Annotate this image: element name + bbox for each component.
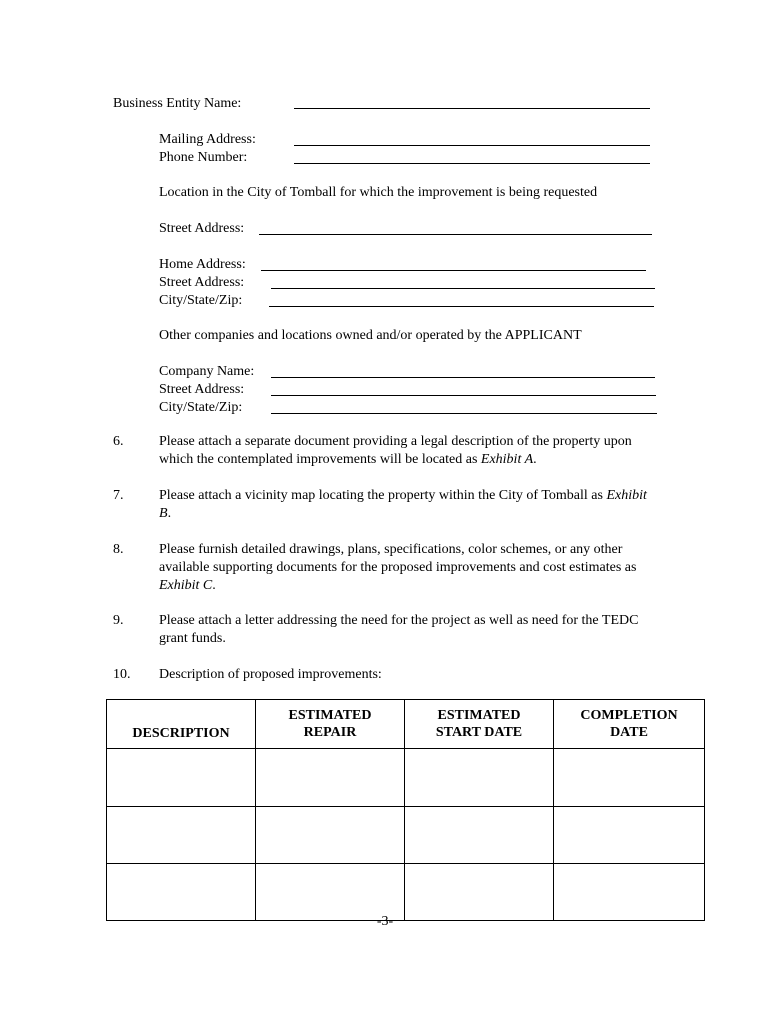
company-name-field[interactable]: [271, 377, 655, 378]
home-city-state-zip-label: City/State/Zip:: [159, 293, 243, 308]
home-address-label: Home Address:: [159, 257, 246, 272]
description-cell[interactable]: [107, 749, 256, 807]
estimated-start-date-cell[interactable]: [405, 807, 554, 864]
business-entity-label: Business Entity Name:: [113, 96, 242, 111]
location-street-address-label: Street Address:: [159, 221, 245, 236]
table-row: [107, 864, 705, 921]
item-paragraph: Please attach a vicinity map locating the property within the City of Tomball as Exhibit B.: [159, 488, 647, 521]
description-cell[interactable]: [107, 864, 256, 921]
exhibit-reference: Exhibit B: [159, 488, 647, 521]
item-number: 8.: [113, 542, 124, 557]
item-paragraph: Description of proposed improvements:: [159, 667, 382, 682]
company-street-address-label: Street Address:: [159, 382, 245, 397]
item-paragraph: Please furnish detailed drawings, plans, specifications, color schemes, or any other available supporting documents for the proposed improvements and cost estimates as Exhibit C.: [159, 542, 637, 593]
mailing-address-label: Mailing Address:: [159, 132, 256, 147]
completion-date-cell[interactable]: [554, 864, 705, 921]
table-header-row: [107, 700, 705, 749]
page-number: -3-: [376, 914, 394, 929]
exhibit-reference: Exhibit C: [159, 578, 213, 593]
company-city-state-zip-label: City/State/Zip:: [159, 400, 243, 415]
estimated-repair-cell[interactable]: [256, 749, 405, 807]
table-row: [107, 807, 705, 864]
estimated-repair-header: ESTIMATED REPAIR: [256, 700, 405, 749]
phone-number-field[interactable]: [294, 163, 650, 164]
business-entity-field[interactable]: [294, 108, 650, 109]
item-number: 9.: [113, 613, 124, 628]
estimated-repair-cell[interactable]: [256, 864, 405, 921]
item-number: 6.: [113, 434, 124, 449]
completion-date-header: COMPLETION DATE: [554, 700, 705, 749]
home-address-field[interactable]: [261, 270, 646, 271]
phone-number-label: Phone Number:: [159, 150, 248, 165]
home-city-state-zip-field[interactable]: [269, 306, 654, 307]
improvements-table: [106, 699, 705, 921]
home-street-address-label: Street Address:: [159, 275, 245, 290]
item-paragraph: Please attach a letter addressing the need for the project as well as need for the TEDC grant funds.: [159, 613, 639, 646]
company-name-label: Company Name:: [159, 364, 255, 379]
location-intro: Location in the City of Tomball for which the improvement is being requested: [159, 185, 598, 200]
estimated-start-date-header: ESTIMATED START DATE: [405, 700, 554, 749]
item-number: 7.: [113, 488, 124, 503]
mailing-address-field[interactable]: [294, 145, 650, 146]
estimated-start-date-cell[interactable]: [405, 864, 554, 921]
company-city-state-zip-field[interactable]: [271, 413, 657, 414]
completion-date-cell[interactable]: [554, 749, 705, 807]
location-street-address-field[interactable]: [259, 234, 652, 235]
completion-date-cell[interactable]: [554, 807, 705, 864]
description-cell[interactable]: [107, 807, 256, 864]
other-companies-intro: Other companies and locations owned and/or operated by the APPLICANT: [159, 328, 582, 343]
item-number: 10.: [113, 667, 131, 682]
estimated-start-date-cell[interactable]: [405, 749, 554, 807]
item-paragraph: Please attach a separate document providing a legal description of the property upon which the contemplated improvements will be located as Exhibit A.: [159, 434, 632, 467]
table-row: [107, 749, 705, 807]
home-street-address-field[interactable]: [271, 288, 655, 289]
description-header: DESCRIPTION: [107, 700, 256, 749]
estimated-repair-cell[interactable]: [256, 807, 405, 864]
exhibit-reference: Exhibit A: [480, 452, 534, 467]
company-street-address-field[interactable]: [271, 395, 656, 396]
